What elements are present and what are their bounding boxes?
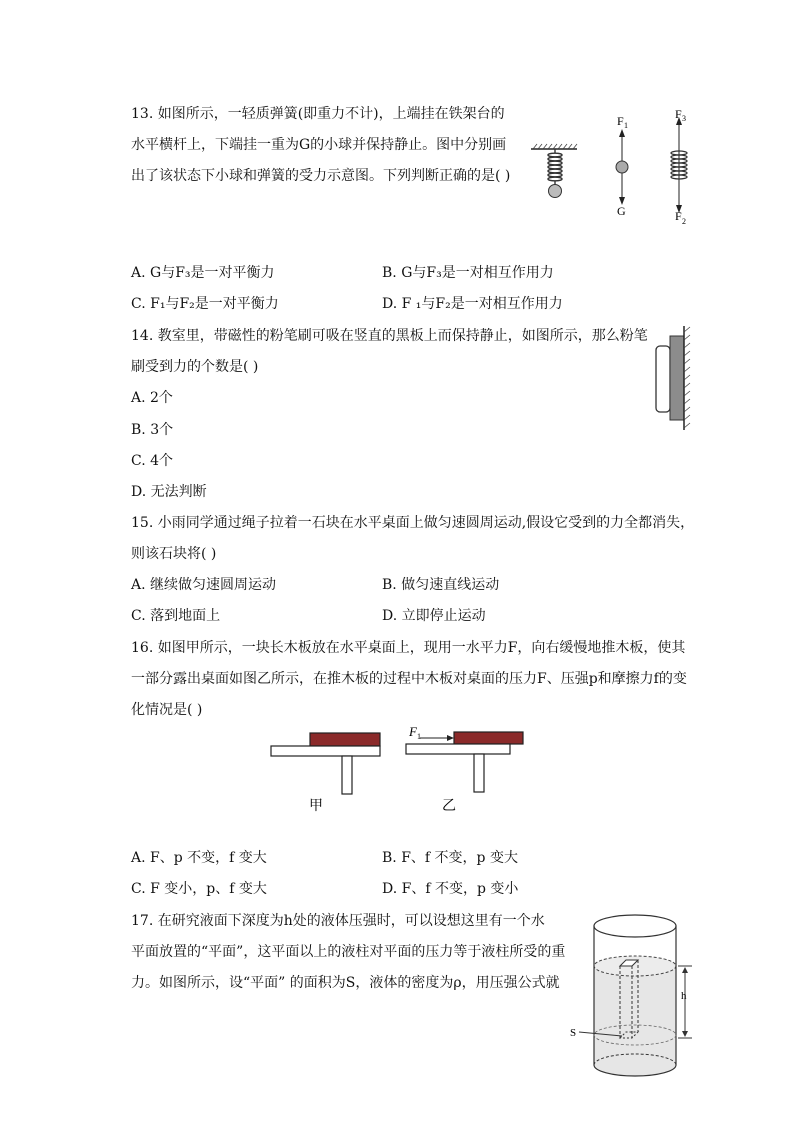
q17-line-3: 力。如图所示，设“平面” 的面积为S，液体的密度为ρ，用压强公式就 — [131, 975, 560, 991]
table-leg-jia — [342, 756, 352, 794]
liquid-column — [594, 966, 676, 1076]
table-leg-yi — [474, 754, 484, 792]
wood-board-yi — [454, 732, 523, 744]
force-f2-subscript: 2 — [682, 217, 686, 226]
table-top-yi — [406, 744, 510, 754]
force-f1-label: F — [617, 114, 624, 128]
q15-line-1: 15. 小雨同学通过绳子拉着一石块在水平桌面上做匀速圆周运动,假设它受到的力全都消失， — [131, 515, 695, 531]
q16-option-d: D. F、f 不变，p 变小 — [382, 881, 519, 897]
q13-line-3: 出了该状态下小球和弹簧的受力示意图。下列判断正确的是( ) — [131, 168, 511, 184]
figure-yi — [406, 724, 523, 814]
q16-board-diagram — [268, 722, 530, 814]
push-force-subscript: 1 — [417, 732, 421, 741]
figure-label-jia: 甲 — [309, 799, 323, 814]
q16-line-3: 化情况是( ) — [131, 702, 203, 718]
cylinder-top-rim — [594, 915, 676, 937]
q14-line-2: 刷受到力的个数是( ) — [131, 359, 259, 375]
q14-option-b: B. 3个 — [131, 422, 174, 438]
force-f3-subscript: 3 — [682, 114, 686, 123]
q14-option-c: C. 4个 — [131, 453, 174, 469]
q16-line-1: 16. 如图甲所示，一块长木板放在水平桌面上，现用一水平力F，向右缓慢地推木板，使其 — [131, 640, 686, 656]
q14-option-d: D. 无法判断 — [131, 484, 207, 500]
hanging-ball — [549, 185, 562, 198]
q15-option-a: A. 继续做匀速圆周运动 — [131, 577, 277, 593]
q15-option-c: C. 落到地面上 — [131, 608, 221, 624]
q13-option-c: C. F₁与F₂是一对平衡力 — [131, 296, 279, 312]
figure-label-yi: 乙 — [442, 799, 456, 814]
q14-chalk-brush-diagram — [652, 324, 698, 432]
spring-force-diagram — [671, 108, 687, 226]
q15-option-d: D. 立即停止运动 — [382, 608, 486, 624]
force-f3-label: F — [675, 108, 682, 121]
q17-line-2: 平面放置的“平面”，这平面以上的液柱对平面的压力等于液柱所受的重 — [131, 944, 566, 960]
push-force-label: F — [409, 724, 417, 739]
q13-option-b: B. G与F₃是一对相互作用力 — [382, 265, 554, 281]
ball-force-diagram — [616, 114, 628, 218]
depth-h-label: h — [681, 990, 687, 1002]
q13-line-1: 13. 如图所示，一轻质弹簧(即重力不计)，上端挂在铁架台的 — [131, 106, 505, 122]
q17-line-1: 17. 在研究液面下深度为h处的液体压强时，可以设想这里有一个水 — [131, 913, 545, 929]
q15-line-2: 则该石块将( ) — [131, 546, 217, 562]
q16-option-c: C. F 变小，p、f 变大 — [131, 881, 267, 897]
force-f1-subscript: 1 — [624, 121, 628, 130]
figure-jia — [271, 733, 380, 814]
q13-force-diagram — [528, 108, 708, 228]
q13-option-d: D. F ₁与F₂是一对相互作用力 — [382, 296, 563, 312]
q15-option-b: B. 做匀速直线运动 — [382, 577, 500, 593]
q13-line-2: 水平横杆上，下端挂一重为G的小球并保持静止。图中分别画 — [131, 137, 507, 153]
table-top-jia — [271, 746, 380, 756]
q16-option-b: B. F、f 不变，p 变大 — [382, 850, 518, 866]
depth-h-dimension — [678, 966, 692, 1038]
q16-line-2: 一部分露出桌面如图乙所示，在推木板的过程中木板对桌面的压力F、压强p和摩擦力f的变 — [131, 671, 687, 687]
liquid-surface — [594, 956, 676, 976]
q17-liquid-cylinder-diagram — [564, 910, 698, 1080]
chalk-brush-handle — [656, 346, 670, 412]
q16-option-a: A. F、p 不变，f 变大 — [131, 850, 267, 866]
area-s-label: S — [570, 1027, 577, 1039]
q14-option-a: A. 2个 — [131, 390, 173, 406]
q14-line-1: 14. 教室里，带磁性的粉笔刷可吸在竖直的黑板上而保持静止，如图所示，那么粉笔 — [131, 328, 648, 344]
hanging-spring — [548, 149, 562, 185]
gravity-g-label: G — [617, 204, 626, 218]
wood-board-jia — [310, 733, 380, 746]
iron-stand-bar — [531, 144, 577, 149]
chalk-brush-body — [670, 336, 684, 420]
q13-option-a: A. G与F₃是一对平衡力 — [131, 265, 275, 281]
force-f2-label: F — [675, 209, 682, 223]
